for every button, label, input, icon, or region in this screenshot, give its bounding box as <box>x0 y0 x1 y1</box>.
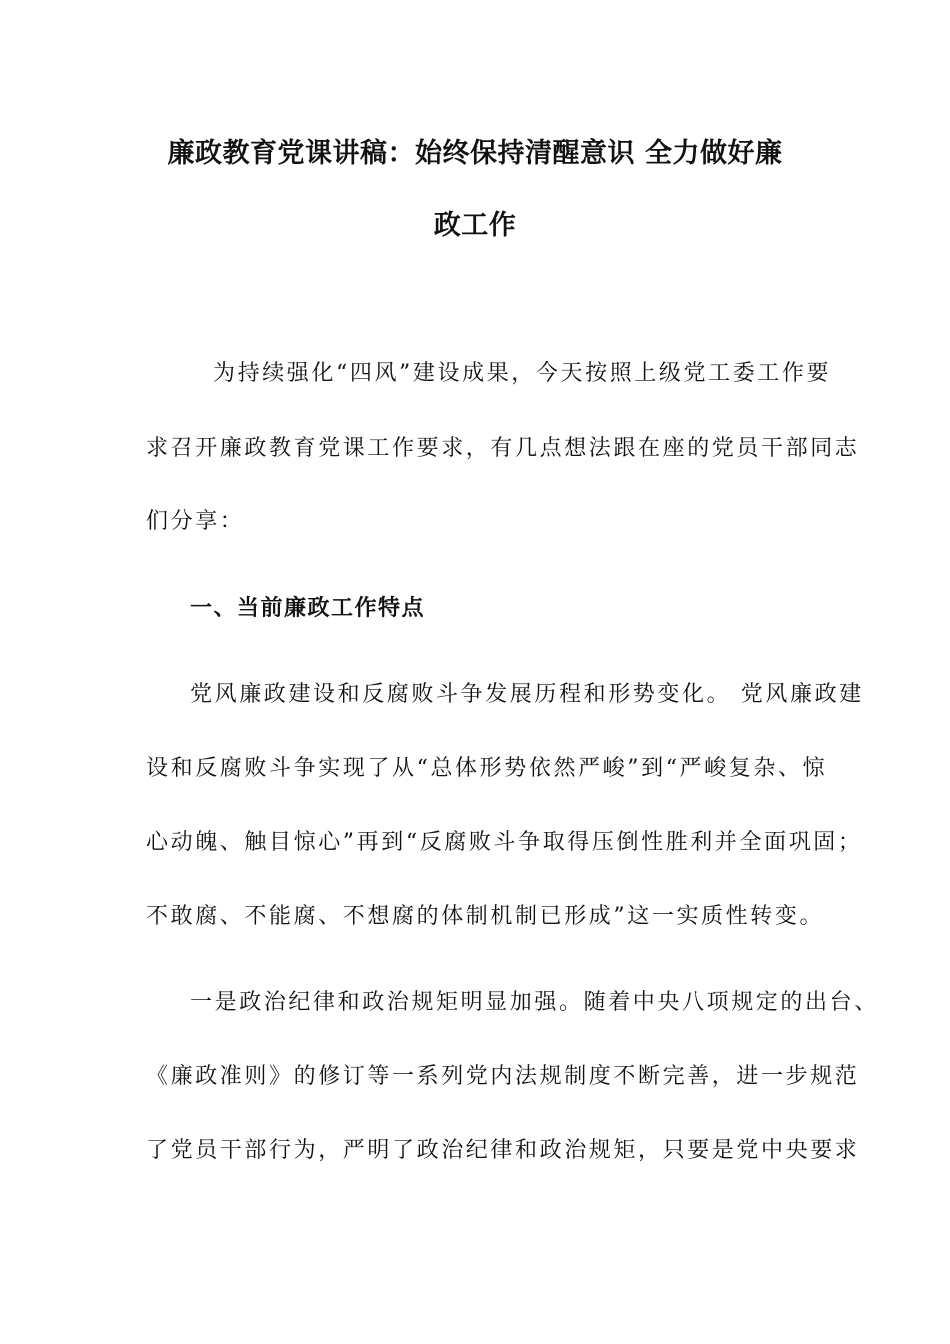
document-title-line-1: 廉政教育党课讲稿：始终保持清醒意识 全力做好廉 <box>167 138 783 169</box>
para2-line-1: 一是政治纪律和政治规矩明显加强。随着中央八项规定的出台、 <box>190 990 879 1015</box>
intro-line-3: 们分享： <box>146 509 245 534</box>
intro-line-2: 求召开廉政教育党课工作要求，有几点想法跟在座的党员干部同志 <box>146 436 860 461</box>
para1-line-3: 心动魄、触目惊心”再到“反腐败斗争取得压倒性胜利并全面巩固； <box>146 830 863 855</box>
para2-line-2: 《廉政准则》的修订等一系列党内法规制度不断完善，进一步规范 <box>146 1064 860 1089</box>
para2-line-3: 了党员干部行为，严明了政治纪律和政治规矩，只要是党中央要求 <box>146 1138 860 1163</box>
para1-line-2: 设和反腐败斗争实现了从“总体形势依然严峻”到“严峻复杂、惊 <box>146 756 828 781</box>
section-heading-1: 一、当前廉政工作特点 <box>190 596 426 621</box>
para1-line-4: 不敢腐、不能腐、不想腐的体制机制已形成”这一实质性转变。 <box>146 904 825 929</box>
document-title-line-2: 政工作 <box>433 210 517 241</box>
para1-line-1: 党风廉政建设和反腐败斗争发展历程和形势变化。 党风廉政建 <box>190 682 864 707</box>
intro-line-1: 为持续强化“四风”建设成果，今天按照上级党工委工作要 <box>213 361 832 386</box>
